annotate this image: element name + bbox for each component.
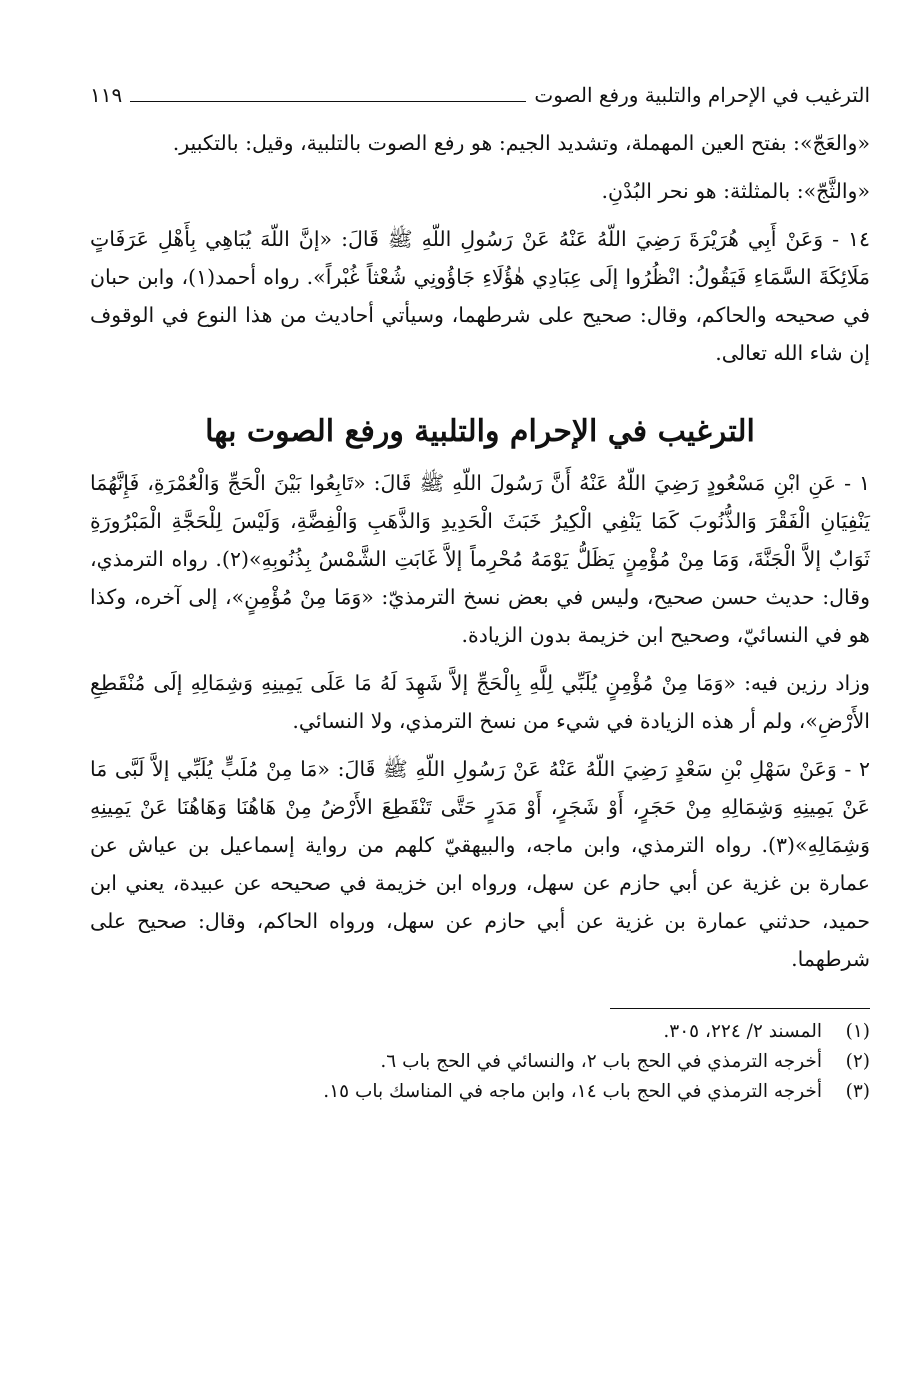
footnote-mark: (٢) — [845, 1051, 870, 1072]
footnote-3 — [90, 1077, 870, 1107]
running-header-title: الترغيب في الإحرام والتلبية ورفع الصوت — [534, 83, 870, 107]
footnote-text: أخرجه الترمذي في الحج باب ١٤، وابن ماجه في المناسك باب ١٥. — [323, 1081, 822, 1102]
section-title: الترغيب في الإحرام والتلبية ورفع الصوت بها — [205, 414, 755, 449]
footnote-1 — [90, 1017, 870, 1047]
footnotes — [90, 1017, 870, 1107]
footnote-2 — [90, 1047, 870, 1077]
footnote-text: المسند ٢/ ٢٢٤، ٣٠٥. — [663, 1021, 822, 1042]
page-number: ١١٩ — [90, 83, 123, 107]
hadith-2: ٢ - وَعَنْ سَهْلِ بْنِ سَعْدٍ رَضِيَ اللّهُ عَنْهُ عَنْ رَسُولِ اللّهِ ﷺ قَالَ: «مَا مِنْ مُلَبٍّ يُلَبِّي إلاَّ لَبَّى مَا عَنْ يَمِينِهِ وَشِمَالِهِ مِنْ حَجَرٍ، أَوْ شَجَرٍ، أَوْ مَدَرٍ حَتَّى تَنْقَطِعَ الأَرْضُ مِنْ هَاهُنَا وَهَاهُنَا عَنْ يَمِينِهِ وَشِمَالِهِ»(٣). رواه الترمذي، وابن ماجه، والبيهقيّ كلهم من رواية إسماعيل بن عياش عن عمارة بن غزية عن أبي حازم عن سهل، ورواه ابن خزيمة في صحيحه عن عبيدة، يعني ابن حميد، حدثني عمارة بن غزية عن أبي حازم عن سهل، ورواه الحاكم، وقال: صحيح على شرطهما. — [90, 757, 870, 971]
hadith-1: ١ - عَنِ ابْنِ مَسْعُودٍ رَضِيَ اللّهُ عَنْهُ أَنَّ رَسُولَ اللّهِ ﷺ قَالَ: «تَابِعُوا بَيْنَ الْحَجِّ وَالْعُمْرَةِ، فَإِنَّهُمَا يَنْفِيَانِ الْفَقْرَ وَالذُّنُوبَ كَمَا يَنْفِي الْكِيرُ خَبَثَ الْحَدِيدِ وَالذَّهَبِ وَالْفِضَّةِ، وَلَيْسَ لِلْحَجَّةِ الْمَبْرُورَةِ ثَوَابٌ إلاَّ الْجَنَّةَ، وَمَا مِنْ مُؤْمِنٍ يَظَلُّ يَوْمَهُ مُحْرِماً إلاَّ غَابَتِ الشَّمْسُ بِذُنُوبِهِ»(٢). رواه الترمذي، وقال: حديث حسن صحيح، وليس في بعض نسخ الترمذيّ: «وَمَا مِنْ مُؤْمِنٍ»، إلى آخره، وكذا هو في النسائيّ، وصحيح ابن خزيمة بدون الزيادة. — [90, 471, 870, 647]
section-text — [90, 464, 870, 978]
definition-aj: «والعَجّ»: بفتح العين المهملة، وتشديد الجيم: هو رفع الصوت بالتلبية، وقيل: بالتكبير. — [172, 131, 870, 155]
footnote-rule — [610, 1008, 870, 1009]
footnote-mark: (١) — [845, 1021, 870, 1042]
header-rule — [130, 101, 526, 102]
running-header — [90, 78, 870, 108]
hadith-14: ١٤ - وَعَنْ أَبِي هُرَيْرَةَ رَضِيَ اللّهُ عَنْهُ عَنْ رَسُولِ اللّهِ ﷺ قَالَ: «إنَّ اللّهَ يُبَاهِي بِأَهْلِ عَرَفَاتٍ مَلَائِكَةَ السَّمَاءِ فَيَقُولُ: انْظُرُوا إلَى عِبَادِي هٰؤُلَاءِ جَاؤُونِي شُعْثاً غُبْراً». رواه أحمد(١)، وابن حبان في صحيحه والحاكم، وقال: صحيح على شرطهما، وسيأتي أحاديث من هذا النوع في الوقوف إن شاء الله تعالى. — [90, 227, 870, 365]
footnote-mark: (٣) — [845, 1081, 870, 1102]
footnote-text: أخرجه الترمذي في الحج باب ٢، والنسائي في الحج باب ٦. — [380, 1051, 822, 1072]
book-page — [90, 78, 870, 1107]
definition-thaj: «والثَّجّ»: بالمثلثة: هو نحر البُدْنِ. — [601, 179, 870, 203]
razin-addition: وزاد رزين فيه: «وَمَا مِنْ مُؤْمِنٍ يُلَبِّي لِلَّهِ بِالْحَجِّ إلاَّ شَهِدَ لَهُ مَا عَلَى يَمِينِهِ وَشِمَالِهِ إلَى مُنْقَطِعِ الأَرْضِ»، ولم أر هذه الزيادة في شيء من نسخ الترمذي، ولا النسائي. — [90, 671, 870, 733]
main-text — [90, 124, 870, 372]
